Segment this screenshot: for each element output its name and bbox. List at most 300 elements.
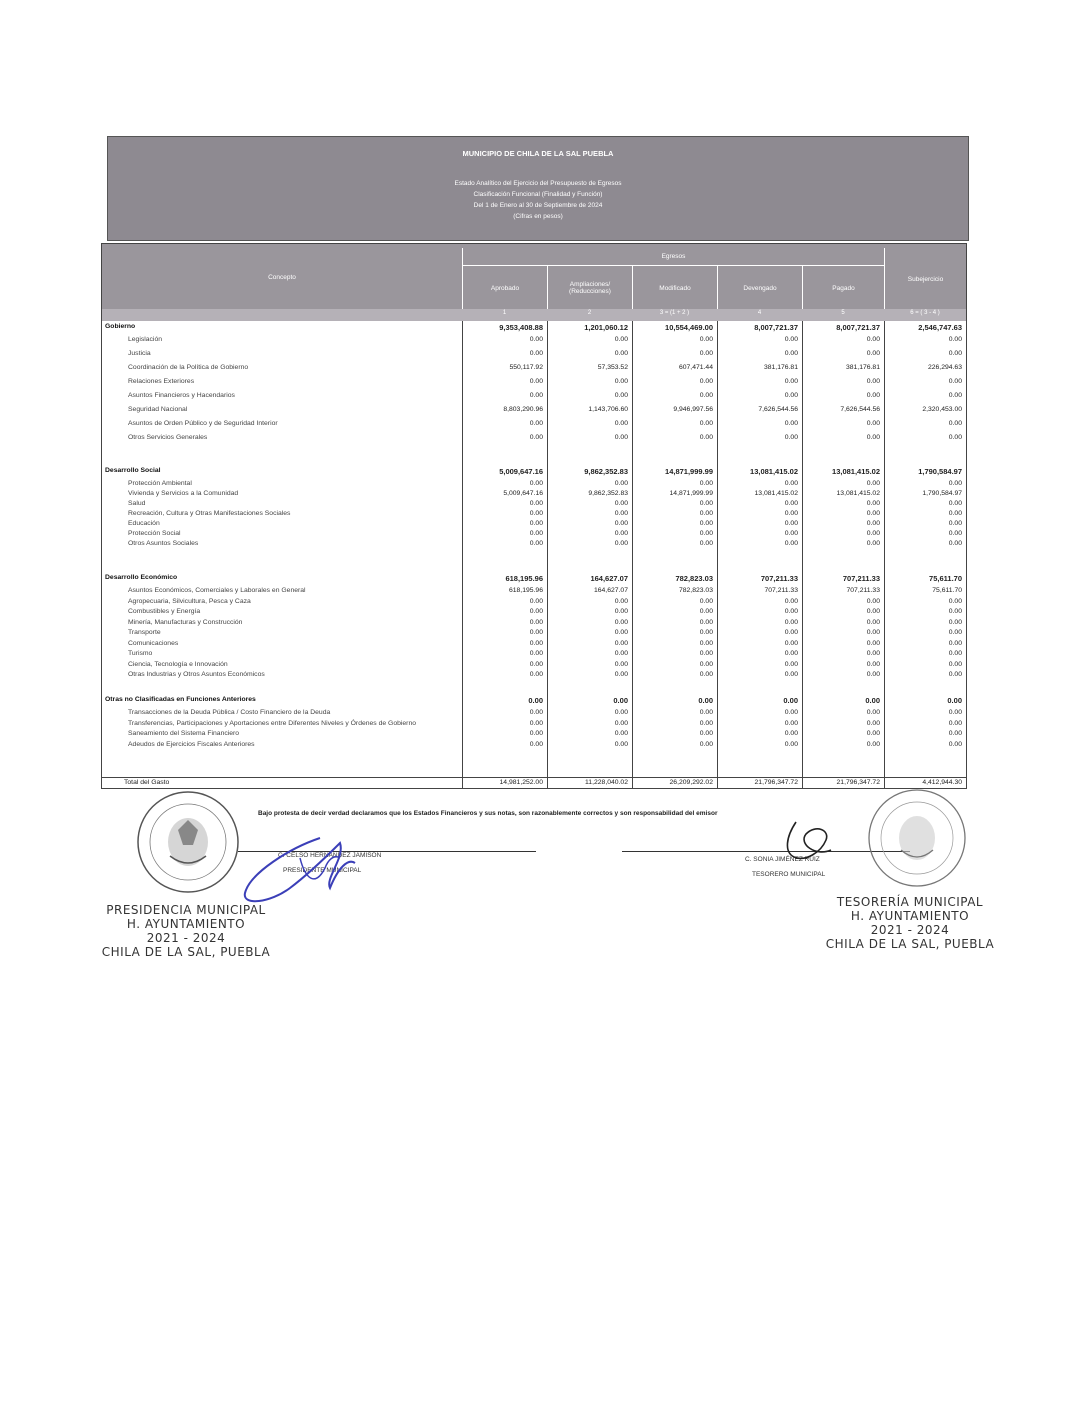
cell-value: 0.00 [784, 740, 798, 748]
section-row [102, 467, 966, 477]
cell-value: 0.00 [699, 709, 713, 716]
cell-value: 0.00 [529, 660, 543, 668]
cell-value: 0.00 [699, 378, 713, 385]
cell-value: 0.00 [614, 660, 628, 668]
left-signer-name: C. CELSO HERNÁNDEZ JAMISÓN [278, 852, 382, 859]
row-label: Protección Ambiental [128, 480, 192, 487]
right-signer-name: C. SONIA JIMÉNEZ RUIZ [745, 856, 820, 863]
row-label: Recreación, Cultura y Otras Manifestaciones Sociales [128, 510, 291, 517]
cell-value: 618,195.96 [508, 587, 543, 594]
left-stamp [96, 903, 276, 959]
column-number: 2 [587, 310, 592, 316]
cell-value: 0.00 [699, 629, 713, 636]
table-row [102, 650, 966, 660]
stamp-line: PRESIDENCIA MUNICIPAL [106, 903, 266, 917]
table-row [102, 510, 966, 520]
cell-value: 0.00 [614, 709, 628, 716]
cell-value: 0.00 [866, 378, 880, 385]
cell-value: 0.00 [948, 434, 962, 441]
cell-value: 0.00 [948, 350, 962, 357]
cell-value: 381,176.81 [763, 364, 798, 371]
cell-value: 0.00 [865, 696, 880, 705]
cell-value: 0.00 [948, 639, 962, 647]
cell-value: 0.00 [948, 510, 962, 517]
cell-value: 0.00 [529, 719, 543, 727]
table-row [102, 336, 966, 346]
cell-value: 10,554,469.00 [665, 323, 713, 332]
concept-header: Concepto [268, 273, 296, 281]
cell-value: 0.00 [614, 608, 628, 615]
row-label: Combustibles y Energía [128, 608, 201, 615]
cell-value: 0.00 [948, 740, 962, 748]
cell-value: 0.00 [613, 696, 628, 705]
table-row [102, 378, 966, 388]
cell-value: 707,211.33 [842, 574, 880, 583]
row-label: Ciencia, Tecnología e Innovación [128, 660, 228, 668]
cell-value: 0.00 [866, 629, 880, 636]
cell-value: 0.00 [948, 719, 962, 727]
cell-value: 0.00 [699, 350, 713, 357]
cell-value: 0.00 [948, 540, 962, 547]
table-row [102, 420, 966, 430]
cell-value: 0.00 [614, 650, 628, 657]
cell-value: 0.00 [866, 639, 880, 647]
cell-value: 0.00 [784, 597, 798, 605]
cell-value: 782,823.03 [678, 587, 713, 594]
column-number: 5 [841, 310, 845, 316]
column-header: Devengado [717, 266, 802, 310]
cell-value: 0.00 [614, 500, 628, 507]
table-row [102, 608, 966, 618]
cell-value: 0.00 [529, 434, 543, 441]
column-number: 1 [502, 310, 507, 316]
cell-value: 0.00 [614, 392, 628, 399]
egresos-header: Egresos [462, 248, 884, 266]
cell-value: 0.00 [529, 500, 543, 507]
row-label: Otras Industrias y Otros Asuntos Económicos [128, 671, 265, 678]
cell-value: 0.00 [784, 510, 798, 517]
cell-value: 0.00 [784, 530, 798, 537]
cell-value: 0.00 [948, 618, 962, 626]
cell-value: 0.00 [866, 392, 880, 399]
row-label: Salud [128, 500, 146, 507]
cell-value: 0.00 [699, 639, 713, 647]
cell-value: 1,790,584.97 [922, 490, 962, 497]
cell-value: 0.00 [866, 650, 880, 657]
cell-value: 75,611.70 [932, 587, 962, 594]
cell-value: 0.00 [699, 597, 713, 605]
cell-value: 0.00 [866, 540, 880, 547]
stamp-line: CHILA DE LA SAL, PUEBLA [101, 945, 271, 959]
row-label: Comunicaciones [128, 639, 179, 647]
cell-value: 14,871,999.99 [669, 490, 713, 497]
table-row [102, 520, 966, 530]
cell-value: 0.00 [784, 420, 798, 427]
cell-value: 0.00 [699, 392, 713, 399]
table-row [102, 392, 966, 402]
report-subtitle: Clasificación Funcional (Finalidad y Función) [473, 191, 603, 198]
cell-value: 0.00 [529, 510, 543, 517]
table-row [102, 500, 966, 510]
cell-value: 0.00 [866, 740, 880, 748]
table-row [102, 364, 966, 374]
total-value: 21,796,347.72 [754, 779, 798, 786]
right-signer-role: TESORERO MUNICIPAL [752, 871, 826, 878]
column-number-row [102, 309, 966, 321]
table-row [102, 530, 966, 540]
section-row [102, 323, 966, 333]
cell-value: 1,201,060.12 [584, 323, 628, 332]
cell-value: 0.00 [529, 740, 543, 748]
row-label: Otros Servicios Generales [128, 434, 208, 441]
total-value: 11,228,040.02 [585, 779, 628, 786]
table-row [102, 490, 966, 500]
column-number: 6 = ( 3 - 4 ) [910, 310, 940, 316]
cell-value: 0.00 [699, 480, 713, 487]
cell-value: 0.00 [529, 608, 543, 615]
right-stamp [820, 895, 1000, 951]
row-label: Turismo [128, 650, 153, 657]
section-label: Desarrollo Económico [105, 574, 178, 581]
cell-value: 0.00 [866, 597, 880, 605]
cell-value: 8,007,721.37 [754, 323, 798, 332]
cell-value: 0.00 [614, 540, 628, 547]
cell-value: 0.00 [948, 597, 962, 605]
cell-value: 0.00 [866, 730, 880, 737]
cell-value: 0.00 [866, 530, 880, 537]
cell-value: 0.00 [866, 480, 880, 487]
cell-value: 0.00 [699, 719, 713, 727]
cell-value: 0.00 [529, 530, 543, 537]
cell-value: 13,081,415.02 [750, 467, 798, 476]
row-label: Transferencias, Participaciones y Aportaciones entre Diferentes Niveles y Órdenes de Gobierno [128, 719, 417, 727]
row-label: Educación [128, 520, 160, 527]
cell-value: 0.00 [948, 629, 962, 636]
cell-value: 0.00 [698, 696, 713, 705]
row-label: Asuntos Económicos, Comerciales y Laborales en General [128, 587, 306, 594]
column-header: Aprobado [462, 266, 547, 310]
cell-value: 0.00 [947, 696, 962, 705]
cell-value: 0.00 [784, 719, 798, 727]
cell-value: 0.00 [948, 420, 962, 427]
cell-value: 2,546,747.63 [918, 323, 962, 332]
cell-value: 0.00 [699, 650, 713, 657]
cell-value: 381,176.81 [845, 364, 880, 371]
cell-value: 0.00 [948, 530, 962, 537]
cell-value: 2,320,453.00 [922, 406, 962, 413]
right-signature-icon [776, 812, 846, 872]
cell-value: 0.00 [528, 696, 543, 705]
total-value: 14,981,252.00 [499, 779, 543, 786]
cell-value: 707,211.33 [760, 574, 798, 583]
table-row [102, 640, 966, 650]
cell-value: 0.00 [529, 336, 543, 343]
cell-value: 0.00 [866, 709, 880, 716]
cell-value: 0.00 [529, 639, 543, 647]
total-row [102, 777, 966, 789]
cell-value: 0.00 [784, 671, 798, 678]
cell-value: 0.00 [948, 650, 962, 657]
cell-value: 226,294.63 [927, 364, 962, 371]
row-label: Asuntos Financieros y Hacendarios [128, 392, 235, 399]
cell-value: 9,862,352.83 [584, 467, 628, 476]
cell-value: 550,117.92 [509, 364, 543, 371]
report-units: (Cifras en pesos) [513, 213, 563, 220]
row-label: Seguridad Nacional [128, 406, 188, 413]
cell-value: 0.00 [784, 639, 798, 647]
cell-value: 1,143,706.60 [588, 406, 628, 413]
cell-value: 0.00 [614, 336, 628, 343]
cell-value: 0.00 [529, 730, 543, 737]
row-label: Asuntos de Orden Público y de Seguridad Interior [128, 420, 278, 427]
cell-value: 782,823.03 [675, 574, 713, 583]
table-row [102, 480, 966, 490]
cell-value: 0.00 [784, 629, 798, 636]
row-label: Legislación [128, 336, 163, 343]
cell-value: 0.00 [784, 660, 798, 668]
cell-value: 0.00 [614, 671, 628, 678]
column-header: Ampliaciones/ (Reducciones) [547, 266, 632, 310]
cell-value: 0.00 [784, 540, 798, 547]
table-row [102, 598, 966, 608]
cell-value: 8,803,290.96 [503, 406, 543, 413]
cell-value: 164,627.07 [593, 587, 628, 594]
column-number: 4 [757, 310, 762, 316]
column-header: Modificado [632, 266, 717, 310]
cell-value: 0.00 [614, 618, 628, 626]
cell-value: 0.00 [948, 608, 962, 615]
row-label: Transacciones de la Deuda Pública / Costo Financiero de la Deuda [128, 709, 331, 716]
cell-value: 0.00 [529, 350, 543, 357]
table-row [102, 661, 966, 671]
stamp-line: H. AYUNTAMIENTO [850, 909, 970, 923]
cell-value: 0.00 [529, 420, 543, 427]
cell-value: 707,211.33 [846, 587, 880, 594]
cell-value: 0.00 [699, 510, 713, 517]
table-row [102, 629, 966, 639]
cell-value: 0.00 [948, 520, 962, 527]
cell-value: 0.00 [699, 500, 713, 507]
table-row [102, 434, 966, 444]
total-label: Total del Gasto [124, 779, 170, 786]
cell-value: 0.00 [784, 480, 798, 487]
cell-value: 0.00 [784, 650, 798, 657]
cell-value: 0.00 [948, 660, 962, 668]
cell-value: 0.00 [784, 350, 798, 357]
cell-value: 0.00 [784, 378, 798, 385]
cell-value: 0.00 [866, 510, 880, 517]
cell-value: 13,081,415.02 [832, 467, 880, 476]
cell-value: 0.00 [866, 608, 880, 615]
row-label: Coordinación de la Política de Gobierno [128, 364, 249, 371]
cell-value: 0.00 [614, 629, 628, 636]
cell-value: 0.00 [614, 378, 628, 385]
row-label: Justicia [128, 350, 151, 357]
total-value: 21,796,347.72 [836, 779, 880, 786]
cell-value: 0.00 [614, 434, 628, 441]
total-value: 26,209,292.02 [669, 779, 713, 786]
cell-value: 0.00 [614, 480, 628, 487]
stamp-line: TESORERÍA MUNICIPAL [836, 895, 984, 909]
cell-value: 0.00 [699, 530, 713, 537]
row-label: Transporte [128, 629, 161, 636]
cell-value: 0.00 [529, 540, 543, 547]
stamp-line: CHILA DE LA SAL, PUEBLA [825, 937, 995, 951]
cell-value: 0.00 [783, 696, 798, 705]
cell-value: 0.00 [784, 730, 798, 737]
cell-value: 0.00 [948, 378, 962, 385]
table-row [102, 540, 966, 550]
total-value: 4,412,944.30 [922, 779, 962, 786]
cell-value: 0.00 [784, 500, 798, 507]
report-period: Del 1 de Enero al 30 de Septiembre de 2024 [473, 202, 603, 209]
cell-value: 14,871,999.99 [665, 467, 713, 476]
cell-value: 0.00 [529, 480, 543, 487]
cell-value: 0.00 [948, 392, 962, 399]
cell-value: 0.00 [866, 350, 880, 357]
cell-value: 0.00 [699, 608, 713, 615]
cell-value: 9,946,997.56 [673, 406, 713, 413]
declaration-text: Bajo protesta de decir verdad declaramos que los Estados Financieros y sus notas, son razonablemente correctos y son responsabilidad del emisor [258, 810, 718, 817]
section-row [102, 696, 966, 706]
row-label: Relaciones Exteriores [128, 378, 195, 385]
section-label: Otras no Clasificadas en Funciones Anteriores [105, 696, 256, 703]
cell-value: 0.00 [699, 336, 713, 343]
cell-value: 0.00 [784, 520, 798, 527]
cell-value: 9,862,352.83 [588, 490, 628, 497]
cell-value: 164,627.07 [590, 574, 628, 583]
row-label: Otros Asuntos Sociales [128, 540, 199, 547]
cell-value: 7,626,544.56 [840, 406, 880, 413]
cell-value: 0.00 [699, 740, 713, 748]
cell-value: 0.00 [866, 719, 880, 727]
cell-value: 0.00 [784, 709, 798, 716]
row-label: Saneamiento del Sistema Financiero [128, 730, 240, 737]
cell-value: 0.00 [948, 730, 962, 737]
cell-value: 0.00 [784, 392, 798, 399]
cell-value: 0.00 [699, 660, 713, 668]
cell-value: 75,611.70 [929, 574, 962, 583]
cell-value: 0.00 [614, 597, 628, 605]
cell-value: 618,195.96 [505, 574, 543, 583]
cell-value: 0.00 [866, 500, 880, 507]
table-row [102, 619, 966, 629]
cell-value: 5,009,647.16 [503, 490, 543, 497]
cell-value: 9,353,408.88 [499, 323, 543, 332]
row-label: Agropecuaria, Silvicultura, Pesca y Caza [128, 597, 251, 605]
report-title: Estado Analítico del Ejercicio del Presupuesto de Egresos [454, 180, 622, 187]
section-label: Desarrollo Social [105, 467, 161, 474]
cell-value: 0.00 [614, 350, 628, 357]
cell-value: 0.00 [529, 629, 543, 636]
cell-value: 0.00 [948, 709, 962, 716]
table-row [102, 350, 966, 360]
cell-value: 0.00 [784, 608, 798, 615]
table-row [102, 741, 966, 751]
cell-value: 0.00 [866, 336, 880, 343]
cell-value: 0.00 [614, 740, 628, 748]
table-row [102, 730, 966, 740]
table-row [102, 709, 966, 719]
table-row [102, 671, 966, 681]
cell-value: 0.00 [614, 730, 628, 737]
column-number: 3 = (1 + 2 ) [659, 310, 690, 316]
cell-value: 0.00 [529, 709, 543, 716]
cell-value: 0.00 [699, 434, 713, 441]
cell-value: 0.00 [614, 420, 628, 427]
cell-value: 0.00 [866, 434, 880, 441]
cell-value: 0.00 [529, 520, 543, 527]
cell-value: 0.00 [784, 336, 798, 343]
cell-value: 0.00 [529, 618, 543, 626]
cell-value: 0.00 [614, 639, 628, 647]
cell-value: 13,081,415.02 [754, 490, 798, 497]
cell-value: 5,009,647.16 [499, 467, 543, 476]
column-header: Pagado [802, 266, 884, 310]
cell-value: 607,471.44 [678, 364, 713, 371]
cell-value: 0.00 [699, 730, 713, 737]
cell-value: 1,790,584.97 [918, 467, 962, 476]
stamp-line: 2021 - 2024 [870, 923, 950, 937]
stamp-line: H. AYUNTAMIENTO [126, 917, 246, 931]
left-signer-role: PRESIDENTE MUNICIPAL [283, 867, 362, 874]
cell-value: 0.00 [529, 392, 543, 399]
cell-value: 0.00 [866, 520, 880, 527]
cell-value: 0.00 [866, 660, 880, 668]
row-label: Adeudos de Ejercicios Fiscales Anteriores [128, 740, 255, 748]
cell-value: 13,081,415.02 [836, 490, 880, 497]
cell-value: 0.00 [948, 671, 962, 678]
cell-value: 0.00 [699, 671, 713, 678]
row-label: Protección Social [128, 530, 181, 537]
report-header [107, 136, 969, 241]
cell-value: 0.00 [948, 500, 962, 507]
column-header: Subejercicio [884, 248, 966, 310]
table-row [102, 406, 966, 416]
cell-value: 0.00 [614, 520, 628, 527]
table-row [102, 587, 966, 597]
cell-value: 0.00 [529, 378, 543, 385]
cell-value: 0.00 [784, 434, 798, 441]
budget-table [101, 243, 967, 789]
row-label: Vivienda y Servicios a la Comunidad [128, 490, 239, 497]
cell-value: 7,626,544.56 [758, 406, 798, 413]
cell-value: 707,211.33 [764, 587, 798, 594]
cell-value: 0.00 [529, 597, 543, 605]
cell-value: 0.00 [866, 671, 880, 678]
cell-value: 0.00 [614, 719, 628, 727]
cell-value: 0.00 [699, 618, 713, 626]
cell-value: 0.00 [866, 420, 880, 427]
table-header [102, 244, 966, 321]
org-name: MUNICIPIO DE CHILA DE LA SAL PUEBLA [462, 149, 614, 158]
section-row [102, 574, 966, 584]
row-label: Minería, Manufacturas y Construcción [128, 618, 243, 626]
right-seal-icon [855, 788, 980, 893]
cell-value: 0.00 [529, 650, 543, 657]
cell-value: 0.00 [948, 480, 962, 487]
cell-value: 0.00 [614, 530, 628, 537]
cell-value: 0.00 [699, 520, 713, 527]
cell-value: 0.00 [529, 671, 543, 678]
cell-value: 0.00 [948, 336, 962, 343]
table-body [102, 321, 966, 789]
section-label: Gobierno [105, 323, 136, 330]
stamp-line: 2021 - 2024 [146, 931, 226, 945]
cell-value: 0.00 [866, 618, 880, 626]
cell-value: 0.00 [699, 420, 713, 427]
cell-value: 0.00 [784, 618, 798, 626]
